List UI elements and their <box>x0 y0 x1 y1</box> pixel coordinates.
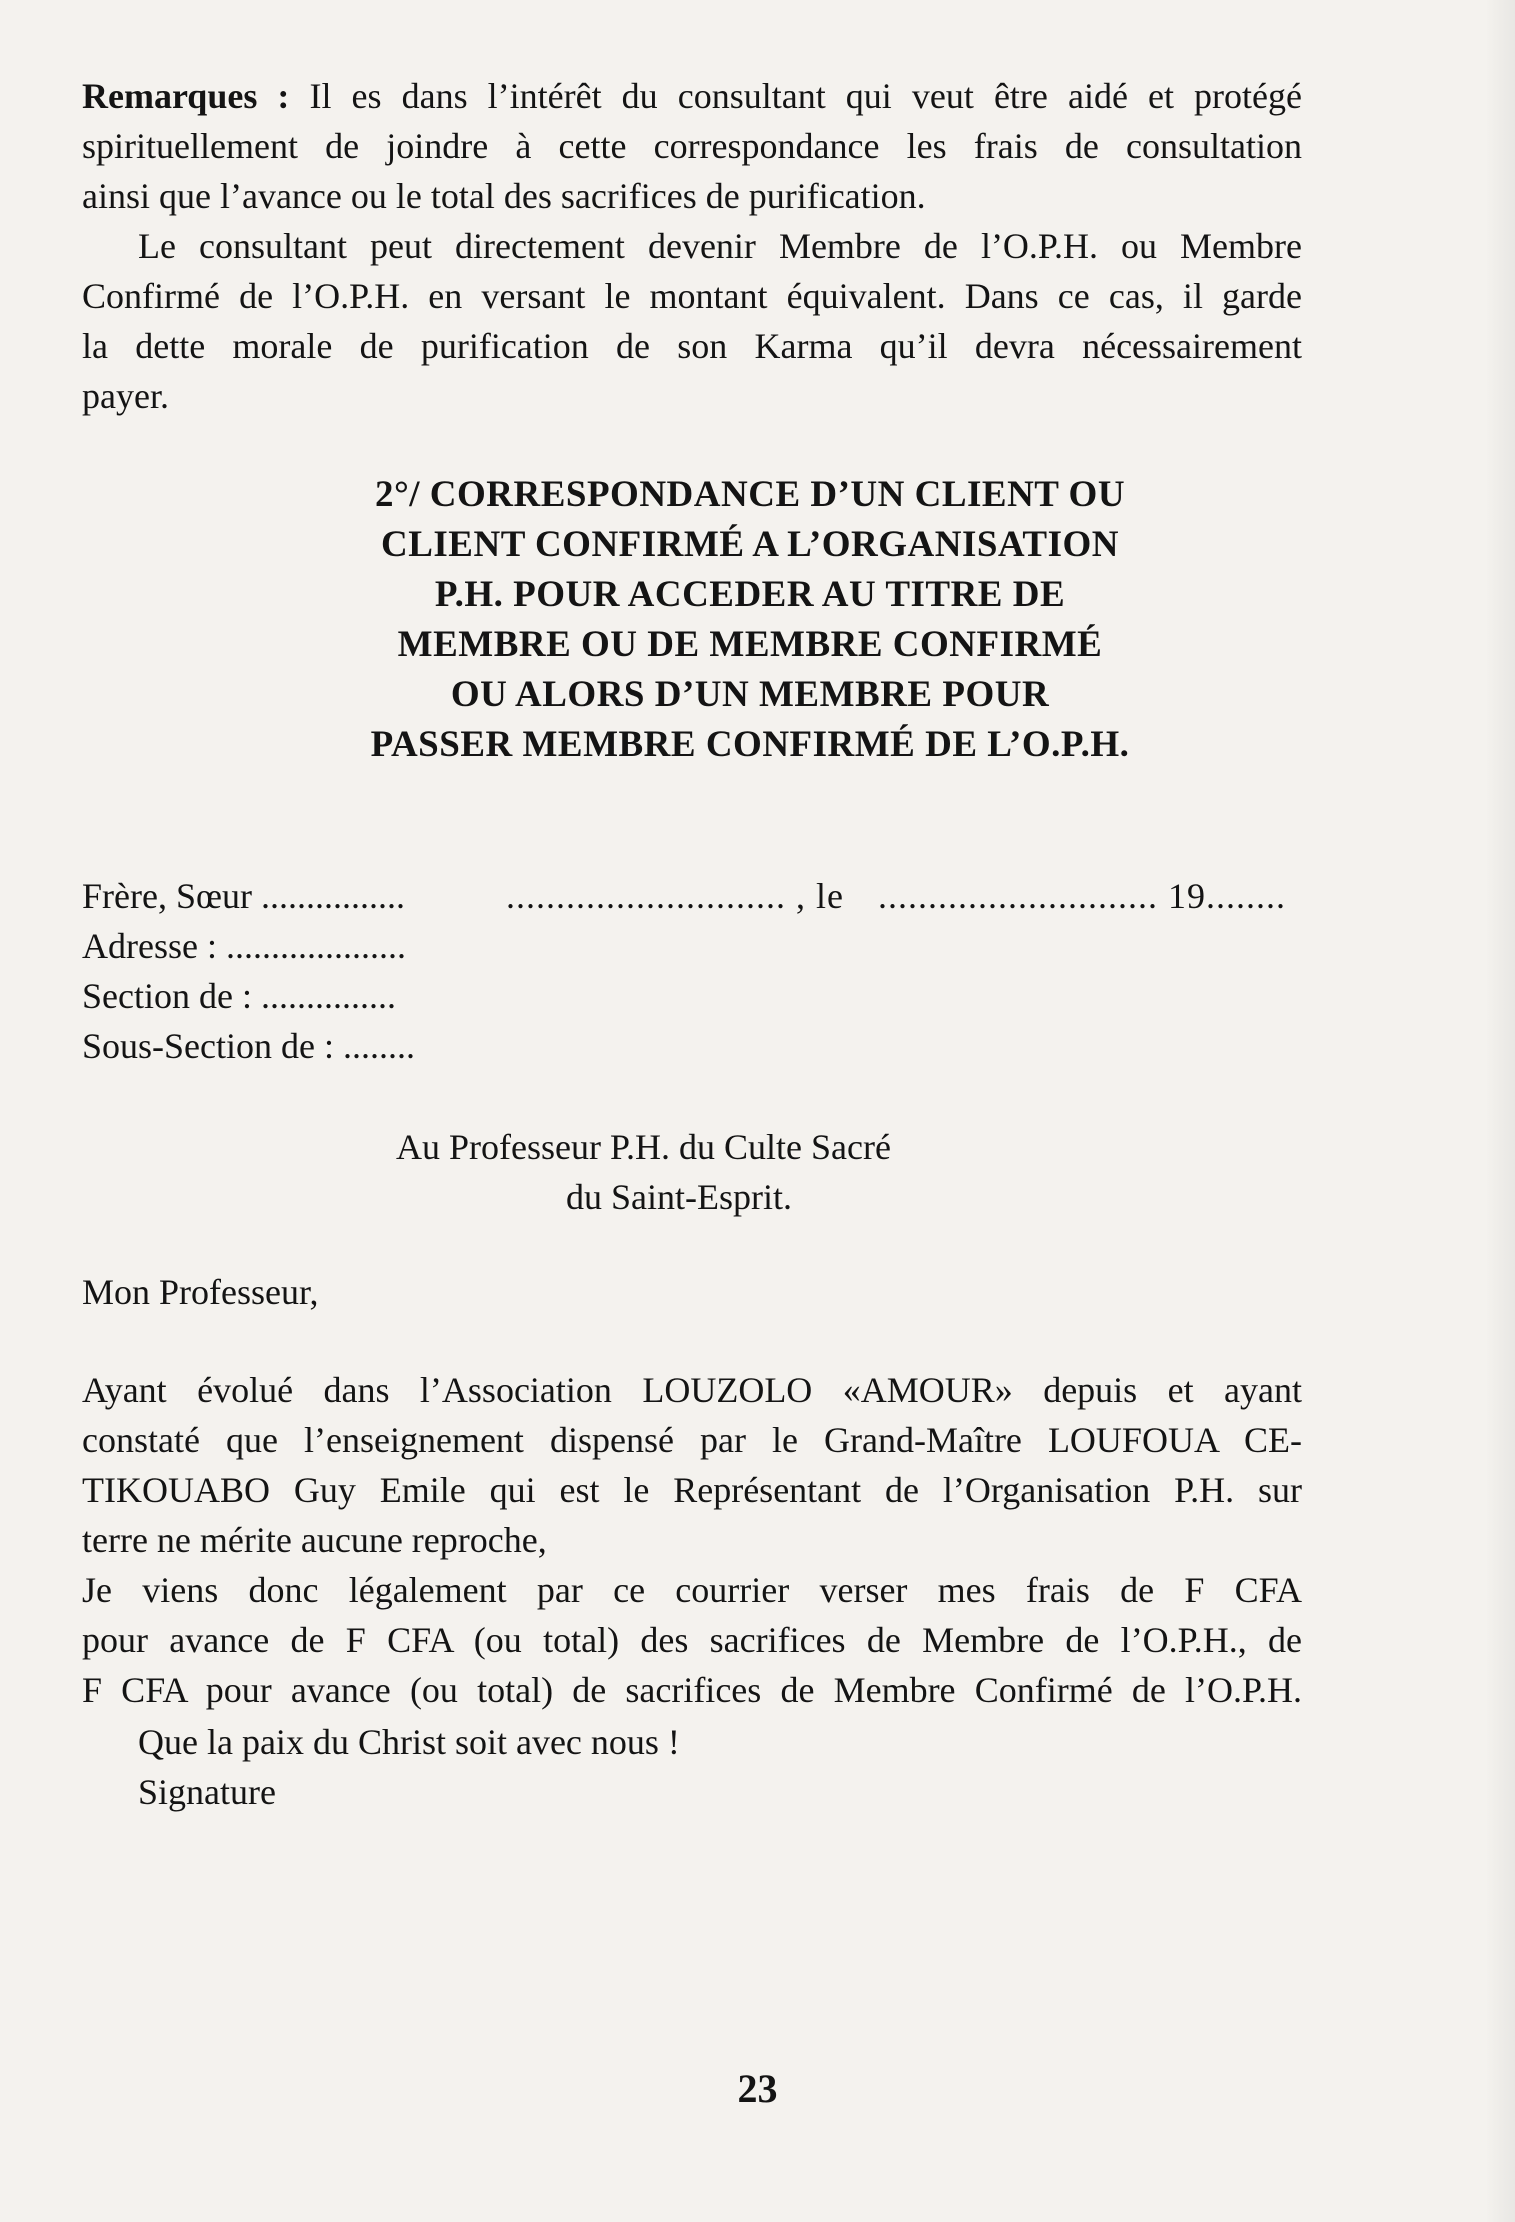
addressee-line-1: Au Professeur P.H. du Culte Sacré <box>396 1127 891 1167</box>
remarks-line-2: spirituellement de joindre à cette correspondance les frais de consultation <box>82 126 1302 166</box>
body-line-6: pour avance de F CFA (ou total) des sacrifices de Membre de l’O.P.H., de <box>82 1620 1302 1660</box>
field-date: ............................ 19........ <box>878 876 1286 916</box>
body-line-7: F CFA pour avance (ou total) de sacrifices de Membre Confirmé de l’O.P.H. <box>82 1670 1302 1710</box>
remarks-line-4: Le consultant peut directement devenir Membre de l’O.P.H. ou Membre <box>138 226 1302 266</box>
field-section: Section de : ............... <box>82 976 396 1016</box>
section-heading-line-3: P.H. POUR ACCEDER AU TITRE DE <box>434 574 1066 615</box>
section-heading-line-4: MEMBRE OU DE MEMBRE CONFIRMÉ <box>397 624 1103 665</box>
body-line-5: Je viens donc légalement par ce courrier verser mes frais de F CFA <box>82 1570 1302 1610</box>
remarks-line-3: ainsi que l’avance ou le total des sacrifices de purification. <box>82 176 926 216</box>
body-line-2: constaté que l’enseignement dispensé par le Grand-Maître LOUFOUA CE- <box>82 1420 1302 1460</box>
field-frere-middle: ............................ , le <box>506 876 844 916</box>
section-heading-line-2: CLIENT CONFIRMÉ A L’ORGANISATION <box>381 524 1119 565</box>
page-edge-shadow <box>1485 0 1515 2222</box>
section-heading-line-1: 2°/ CORRESPONDANCE D’UN CLIENT OU <box>374 474 1126 515</box>
remarks-line-1 <box>82 72 1302 120</box>
closing-line: Que la paix du Christ soit avec nous ! <box>138 1722 680 1762</box>
remarks-line-7: payer. <box>82 376 169 416</box>
body-line-4: terre ne mérite aucune reproche, <box>82 1520 547 1560</box>
remarks-text: Il es dans l’intérêt du consultant qui veut être aidé et protégé <box>309 76 1302 116</box>
field-sous-section: Sous-Section de : ........ <box>82 1026 415 1066</box>
addressee-line-2: du Saint-Esprit. <box>566 1177 792 1217</box>
remarks-line-5: Confirmé de l’O.P.H. en versant le montant équivalent. Dans ce cas, il garde <box>82 276 1302 316</box>
field-adresse: Adresse : .................... <box>82 926 406 966</box>
body-line-3: TIKOUABO Guy Emile qui est le Représentant de l’Organisation P.H. sur <box>82 1470 1302 1510</box>
field-frere-soeur: Frère, Sœur ................ <box>82 876 405 916</box>
remarks-label: Remarques : <box>82 76 290 116</box>
salutation: Mon Professeur, <box>82 1272 319 1312</box>
page-number: 23 <box>737 2066 778 2111</box>
section-heading-line-5: OU ALORS D’UN MEMBRE POUR <box>450 674 1050 715</box>
remarks-line-6: la dette morale de purification de son Karma qu’il devra nécessairement <box>82 326 1302 366</box>
body-line-1: Ayant évolué dans l’Association LOUZOLO «AMOUR» depuis et ayant <box>82 1370 1302 1410</box>
signature-label: Signature <box>138 1772 276 1812</box>
section-heading-line-6: PASSER MEMBRE CONFIRMÉ DE L’O.P.H. <box>370 724 1130 765</box>
